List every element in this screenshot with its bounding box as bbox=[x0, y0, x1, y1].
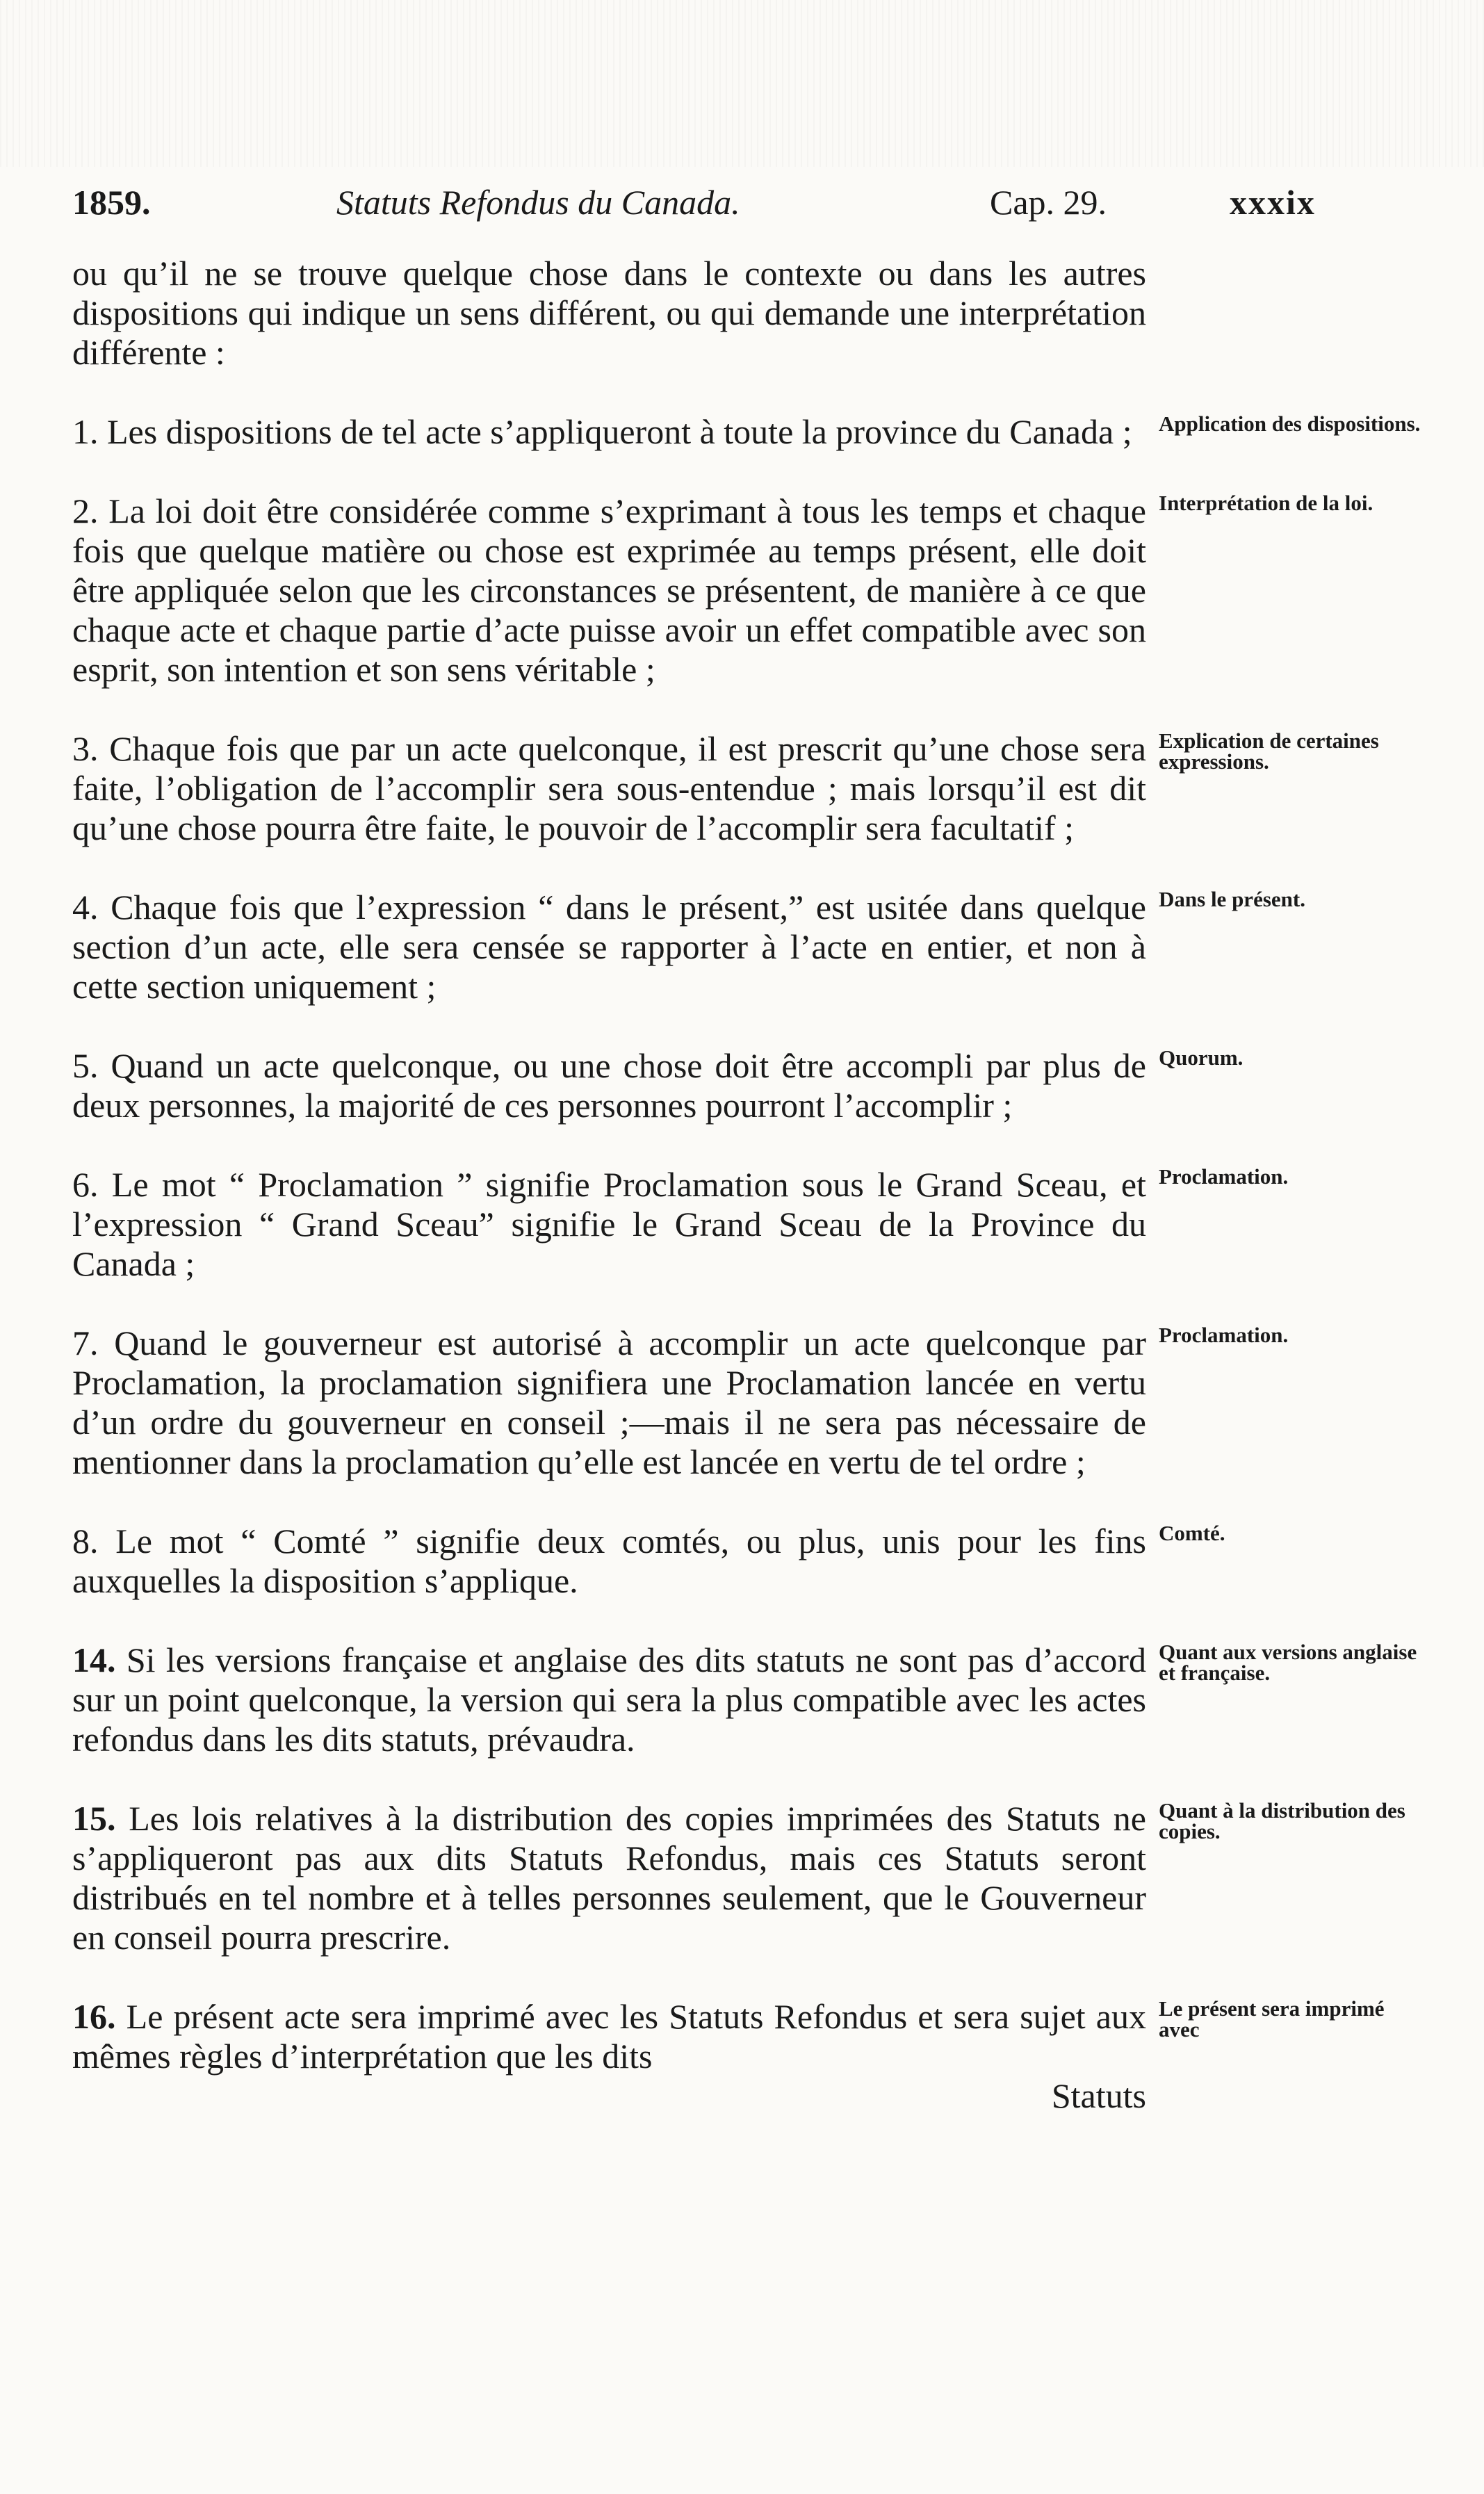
section-number: 6. bbox=[72, 1165, 99, 1204]
intro-paragraph: ou qu’il ne se trouve quelque chose dans le contexte ou dans les autres dispositions qui indique un sens différent, ou qui demande une interprétation différente : bbox=[72, 254, 1146, 372]
section-paragraph bbox=[72, 1640, 1417, 1759]
section-paragraph bbox=[72, 411, 1421, 452]
section-paragraph bbox=[72, 887, 1305, 1006]
section-number: 3. bbox=[72, 729, 99, 768]
section-number: 16. bbox=[72, 1997, 116, 2036]
section-text: Chaque fois que l’expression “ dans le présent,” est usitée dans quelque section d’un acte, elle sera censée se rapporter à l’acte en entier, et non à cette section uniquement ; bbox=[72, 888, 1147, 1006]
section-text: Si les versions française et anglaise des dits statuts ne sont pas d’accord sur un point quelconque, la version qui sera la plus compatible avec les actes refondus dans les dits statuts, prévaudra. bbox=[72, 1640, 1147, 1759]
section-paragraph bbox=[72, 1996, 1385, 2076]
margin-note: Quorum. bbox=[1159, 1045, 1244, 1070]
section-paragraph bbox=[72, 491, 1373, 690]
section-paragraph bbox=[72, 1164, 1289, 1284]
section-number: 14. bbox=[72, 1640, 116, 1679]
running-header bbox=[72, 178, 1358, 227]
margin-note: Comté. bbox=[1159, 1521, 1225, 1545]
margin-note: Quant à la distribution des copies. bbox=[1159, 1798, 1405, 1843]
margin-note: Interprétation de la loi. bbox=[1159, 491, 1373, 515]
scan-noise bbox=[0, 0, 1484, 167]
section-number: 4. bbox=[72, 888, 99, 927]
catchword: Statuts bbox=[1051, 2076, 1146, 2115]
section-paragraph bbox=[72, 728, 1379, 848]
header-chapter: Cap. 29. bbox=[990, 183, 1107, 222]
margin-note: Explication de certaines expressions. bbox=[1159, 728, 1379, 774]
margin-note: Le présent sera imprimé avec bbox=[1159, 1996, 1385, 2041]
text-body bbox=[72, 254, 1421, 2116]
section-paragraph bbox=[72, 1323, 1289, 1482]
section-number: 1. bbox=[72, 412, 99, 451]
section-number: 5. bbox=[72, 1046, 99, 1085]
section-number: 15. bbox=[72, 1799, 116, 1838]
section-paragraph bbox=[72, 1521, 1225, 1601]
section-text: Chaque fois que par un acte quelconque, il est prescrit qu’une chose sera faite, l’obligation de l’accomplir sera sous-entendue ; mais lorsqu’il est dit qu’une chose pourra être faite, le pouvoir de l’accomplir sera facultatif ; bbox=[72, 729, 1147, 847]
section-number: 7. bbox=[72, 1323, 99, 1362]
header-title: Statuts Refondus du Canada. bbox=[336, 183, 740, 222]
section-text: Quand le gouverneur est autorisé à accomplir un acte quelconque par Proclamation, la proclamation signifiera une Proclamation lancée en vertu d’un ordre du gouverneur en conseil ;—mais il ne sera pas nécessaire de mentionner dans la proclamation qu’elle est lancée en vertu de tel ordre ; bbox=[72, 1323, 1146, 1481]
margin-note: Application des dispositions. bbox=[1159, 411, 1421, 436]
margin-note: Dans le présent. bbox=[1159, 887, 1305, 911]
section-text: La loi doit être considérée comme s’exprimant à tous les temps et chaque fois que quelque matière ou chose est exprimée au temps présent, elle doit être appliquée selon que les circonstances se présentent, de manière à ce que chaque acte et chaque partie d’acte puisse avoir un effet compatible avec son esprit, son intention et son sens véritable ; bbox=[72, 491, 1146, 689]
section-text: Les dispositions de tel acte s’appliqueront à toute la province du Canada ; bbox=[107, 412, 1132, 451]
section-text: Le mot “ Proclamation ” signifie Proclamation sous le Grand Sceau, et l’expression “ Grand Sceau” signifie le Grand Sceau de la Province du Canada ; bbox=[72, 1165, 1146, 1283]
section-text: Le mot “ Comté ” signifie deux comtés, ou plus, unis pour les fins auxquelles la disposition s’applique. bbox=[72, 1522, 1147, 1600]
section-text: Quand un acte quelconque, ou une chose doit être accompli par plus de deux personnes, la majorité de ces personnes pourront l’accomplir ; bbox=[72, 1046, 1146, 1125]
section-paragraph bbox=[72, 1798, 1405, 1957]
section-number: 2. bbox=[72, 491, 99, 530]
page-number: xxxix bbox=[1230, 183, 1316, 222]
section-number: 8. bbox=[72, 1522, 99, 1560]
margin-note: Quant aux versions anglaise et française. bbox=[1159, 1640, 1417, 1685]
header-year: 1859. bbox=[72, 183, 151, 222]
section-text: Le présent acte sera imprimé avec les Statuts Refondus et sera sujet aux mêmes règles d’interprétation que les dits bbox=[72, 1997, 1146, 2076]
section-text: Les lois relatives à la distribution des copies imprimées des Statuts ne s’appliqueront pas aux dits Statuts Refondus, mais ces Statuts seront distribués en tel nombre et à telles personnes seulement, que le Gouverneur en conseil pourra prescrire. bbox=[72, 1799, 1146, 1957]
margin-note: Proclamation. bbox=[1159, 1164, 1289, 1189]
margin-note: Proclamation. bbox=[1159, 1323, 1289, 1347]
section-paragraph bbox=[72, 1045, 1244, 1125]
